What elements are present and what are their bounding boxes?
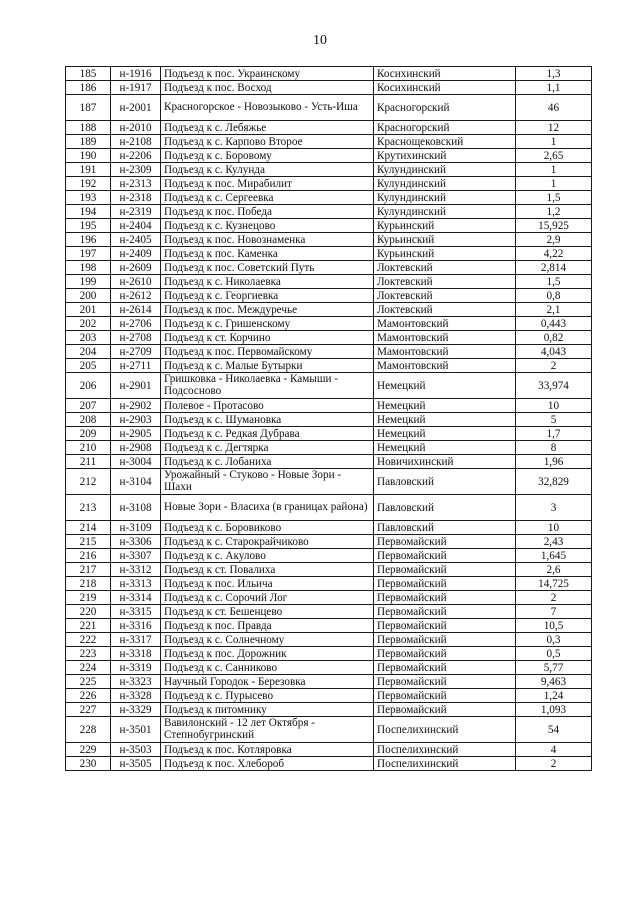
road-length: 1,093 [516, 703, 592, 717]
table-row [66, 247, 592, 261]
table-row [66, 441, 592, 455]
road-name: Подъезд к ст. Корчино [161, 331, 374, 345]
table-row [66, 163, 592, 177]
road-length: 0,3 [516, 633, 592, 647]
road-name: Подъезд к пос. Дорожник [161, 647, 374, 661]
district-name: Первомайский [374, 619, 516, 633]
table-row [66, 81, 592, 95]
road-length: 4,043 [516, 345, 592, 359]
road-code: н-3307 [111, 549, 161, 563]
table-row [66, 219, 592, 233]
table-row [66, 191, 592, 205]
district-name: Первомайский [374, 577, 516, 591]
road-code: н-2902 [111, 399, 161, 413]
road-length: 2 [516, 757, 592, 771]
road-length: 2,43 [516, 535, 592, 549]
row-number: 205 [66, 359, 111, 373]
row-number: 215 [66, 535, 111, 549]
road-name: Подъезд к пос. Восход [161, 81, 374, 95]
row-number: 191 [66, 163, 111, 177]
road-code: н-3004 [111, 455, 161, 469]
table-row [66, 317, 592, 331]
road-name: Подъезд к с. Пурысево [161, 689, 374, 703]
road-name: Подъезд к с. Боровому [161, 149, 374, 163]
road-name: Подъезд к с. Георгиевка [161, 289, 374, 303]
row-number: 193 [66, 191, 111, 205]
road-code: н-2609 [111, 261, 161, 275]
district-name: Первомайский [374, 689, 516, 703]
road-name: Подъезд к с. Кулунда [161, 163, 374, 177]
road-length: 0,443 [516, 317, 592, 331]
row-number: 225 [66, 675, 111, 689]
row-number: 219 [66, 591, 111, 605]
row-number: 197 [66, 247, 111, 261]
road-name: Подъезд к с. Кузнецово [161, 219, 374, 233]
road-code: н-3306 [111, 535, 161, 549]
road-name: Подъезд к пос. Советский Путь [161, 261, 374, 275]
district-name: Поспелихинский [374, 717, 516, 743]
row-number: 200 [66, 289, 111, 303]
road-name: Подъезд к пос. Каменка [161, 247, 374, 261]
table-row [66, 95, 592, 121]
district-name: Косихинский [374, 81, 516, 95]
row-number: 222 [66, 633, 111, 647]
road-code: н-1916 [111, 67, 161, 81]
district-name: Кулундинский [374, 191, 516, 205]
district-name: Кулундинский [374, 163, 516, 177]
road-code: н-2610 [111, 275, 161, 289]
road-length: 46 [516, 95, 592, 121]
road-name: Подъезд к с. Карпово Второе [161, 135, 374, 149]
district-name: Первомайский [374, 605, 516, 619]
road-code: н-2711 [111, 359, 161, 373]
road-code: н-2206 [111, 149, 161, 163]
district-name: Краснощековский [374, 135, 516, 149]
district-name: Локтевский [374, 275, 516, 289]
road-code: н-2313 [111, 177, 161, 191]
table-row [66, 135, 592, 149]
road-name: Подъезд к ст. Повалиха [161, 563, 374, 577]
road-code: н-2903 [111, 413, 161, 427]
district-name: Косихинский [374, 67, 516, 81]
district-name: Мамонтовский [374, 331, 516, 345]
table-row [66, 521, 592, 535]
district-name: Поспелихинский [374, 743, 516, 757]
district-name: Новичихинский [374, 455, 516, 469]
table-row [66, 121, 592, 135]
road-code: н-2108 [111, 135, 161, 149]
row-number: 213 [66, 495, 111, 521]
table-row [66, 373, 592, 399]
table-row [66, 633, 592, 647]
row-number: 210 [66, 441, 111, 455]
road-length: 0,82 [516, 331, 592, 345]
road-name: Красногорское - Новозыково - Усть-Иша [161, 95, 374, 121]
road-code: н-3315 [111, 605, 161, 619]
road-name: Подъезд к с. Солнечному [161, 633, 374, 647]
district-name: Курьинский [374, 233, 516, 247]
road-length: 1,24 [516, 689, 592, 703]
table-row [66, 591, 592, 605]
road-name: Подъезд к с. Дегтярка [161, 441, 374, 455]
district-name: Курьинский [374, 247, 516, 261]
road-name: Подъезд к ст. Бешенцево [161, 605, 374, 619]
table-row [66, 67, 592, 81]
road-length: 3 [516, 495, 592, 521]
table-row [66, 703, 592, 717]
road-length: 15,925 [516, 219, 592, 233]
row-number: 202 [66, 317, 111, 331]
roads-table-body [66, 67, 592, 771]
row-number: 223 [66, 647, 111, 661]
row-number: 220 [66, 605, 111, 619]
table-row [66, 399, 592, 413]
table-row [66, 413, 592, 427]
table-row [66, 535, 592, 549]
district-name: Мамонтовский [374, 317, 516, 331]
road-code: н-3323 [111, 675, 161, 689]
road-code: н-3314 [111, 591, 161, 605]
district-name: Павловский [374, 521, 516, 535]
road-length: 1 [516, 135, 592, 149]
district-name: Мамонтовский [374, 359, 516, 373]
table-row [66, 233, 592, 247]
road-name: Новые Зори - Власиха (в границах района) [161, 495, 374, 521]
row-number: 204 [66, 345, 111, 359]
district-name: Первомайский [374, 633, 516, 647]
road-code: н-2905 [111, 427, 161, 441]
road-name: Урожайный - Стуково - Новые Зори - Шахи [161, 469, 374, 495]
district-name: Крутихинский [374, 149, 516, 163]
row-number: 218 [66, 577, 111, 591]
road-length: 1,2 [516, 205, 592, 219]
road-name: Подъезд к с. Малые Бутырки [161, 359, 374, 373]
table-row [66, 303, 592, 317]
district-name: Первомайский [374, 535, 516, 549]
road-name: Подъезд к пос. Победа [161, 205, 374, 219]
table-row [66, 469, 592, 495]
road-code: н-2001 [111, 95, 161, 121]
road-length: 5 [516, 413, 592, 427]
table-row [66, 205, 592, 219]
row-number: 189 [66, 135, 111, 149]
road-name: Подъезд к пос. Новознаменка [161, 233, 374, 247]
road-length: 1,1 [516, 81, 592, 95]
road-length: 4 [516, 743, 592, 757]
road-length: 2,9 [516, 233, 592, 247]
road-length: 32,829 [516, 469, 592, 495]
row-number: 187 [66, 95, 111, 121]
road-name: Подъезд к пос. Правда [161, 619, 374, 633]
district-name: Поспелихинский [374, 757, 516, 771]
row-number: 230 [66, 757, 111, 771]
row-number: 217 [66, 563, 111, 577]
district-name: Первомайский [374, 647, 516, 661]
road-name: Подъезд к с. Сергеевка [161, 191, 374, 205]
row-number: 209 [66, 427, 111, 441]
table-row [66, 359, 592, 373]
road-length: 8 [516, 441, 592, 455]
district-name: Немецкий [374, 413, 516, 427]
table-row [66, 619, 592, 633]
district-name: Красногорский [374, 121, 516, 135]
road-name: Подъезд к пос. Ильича [161, 577, 374, 591]
row-number: 201 [66, 303, 111, 317]
road-name: Подъезд к с. Шумановка [161, 413, 374, 427]
road-length: 2,814 [516, 261, 592, 275]
road-length: 9,463 [516, 675, 592, 689]
road-length: 1,645 [516, 549, 592, 563]
road-name: Подъезд к с. Лебяжье [161, 121, 374, 135]
district-name: Немецкий [374, 427, 516, 441]
road-length: 4,22 [516, 247, 592, 261]
road-name: Подъезд к пос. Хлебороб [161, 757, 374, 771]
row-number: 196 [66, 233, 111, 247]
table-row [66, 549, 592, 563]
row-number: 198 [66, 261, 111, 275]
road-code: н-3312 [111, 563, 161, 577]
road-length: 2 [516, 591, 592, 605]
district-name: Павловский [374, 469, 516, 495]
row-number: 208 [66, 413, 111, 427]
table-row [66, 675, 592, 689]
road-name: Гришковка - Николаевка - Камыши - Подсосново [161, 373, 374, 399]
table-row [66, 605, 592, 619]
road-name: Подъезд к пос. Первомайскому [161, 345, 374, 359]
road-length: 54 [516, 717, 592, 743]
road-code: н-2319 [111, 205, 161, 219]
road-code: н-2908 [111, 441, 161, 455]
table-row [66, 577, 592, 591]
district-name: Первомайский [374, 591, 516, 605]
road-name: Подъезд к с. Гришенскому [161, 317, 374, 331]
road-length: 7 [516, 605, 592, 619]
row-number: 224 [66, 661, 111, 675]
table-row [66, 757, 592, 771]
row-number: 203 [66, 331, 111, 345]
district-name: Красногорский [374, 95, 516, 121]
road-length: 10,5 [516, 619, 592, 633]
road-length: 2,1 [516, 303, 592, 317]
district-name: Первомайский [374, 563, 516, 577]
row-number: 211 [66, 455, 111, 469]
road-code: н-3104 [111, 469, 161, 495]
row-number: 214 [66, 521, 111, 535]
table-row [66, 289, 592, 303]
road-code: н-2309 [111, 163, 161, 177]
road-code: н-2901 [111, 373, 161, 399]
district-name: Мамонтовский [374, 345, 516, 359]
road-name: Подъезд к пос. Мирабилит [161, 177, 374, 191]
row-number: 199 [66, 275, 111, 289]
road-code: н-2409 [111, 247, 161, 261]
table-row [66, 149, 592, 163]
row-number: 212 [66, 469, 111, 495]
road-length: 2 [516, 359, 592, 373]
road-code: н-2612 [111, 289, 161, 303]
road-code: н-3501 [111, 717, 161, 743]
row-number: 190 [66, 149, 111, 163]
district-name: Первомайский [374, 661, 516, 675]
road-name: Подъезд к с. Сорочий Лог [161, 591, 374, 605]
road-code: н-3317 [111, 633, 161, 647]
road-name: Подъезд к с. Боровиково [161, 521, 374, 535]
road-name: Подъезд к с. Николаевка [161, 275, 374, 289]
row-number: 192 [66, 177, 111, 191]
road-code: н-2614 [111, 303, 161, 317]
road-length: 12 [516, 121, 592, 135]
table-row [66, 647, 592, 661]
district-name: Локтевский [374, 303, 516, 317]
table-row [66, 345, 592, 359]
road-name: Научный Городок - Березовка [161, 675, 374, 689]
table-row [66, 455, 592, 469]
road-code: н-3503 [111, 743, 161, 757]
row-number: 194 [66, 205, 111, 219]
road-length: 14,725 [516, 577, 592, 591]
table-row [66, 717, 592, 743]
row-number: 226 [66, 689, 111, 703]
road-name: Подъезд к пос. Междуречье [161, 303, 374, 317]
page-number: 10 [313, 33, 327, 48]
road-length: 1,7 [516, 427, 592, 441]
district-name: Первомайский [374, 703, 516, 717]
row-number: 195 [66, 219, 111, 233]
row-number: 207 [66, 399, 111, 413]
row-number: 221 [66, 619, 111, 633]
road-name: Подъезд к пос. Котляровка [161, 743, 374, 757]
road-name: Подъезд к с. Санниково [161, 661, 374, 675]
table-row [66, 689, 592, 703]
district-name: Курьинский [374, 219, 516, 233]
road-length: 0,5 [516, 647, 592, 661]
road-name: Подъезд к с. Старокрайчиково [161, 535, 374, 549]
road-name: Подъезд к пос. Украинскому [161, 67, 374, 81]
row-number: 188 [66, 121, 111, 135]
table-row [66, 331, 592, 345]
district-name: Павловский [374, 495, 516, 521]
road-code: н-3329 [111, 703, 161, 717]
district-name: Первомайский [374, 675, 516, 689]
road-length: 5,77 [516, 661, 592, 675]
roads-table [65, 66, 592, 771]
road-length: 1,3 [516, 67, 592, 81]
row-number: 228 [66, 717, 111, 743]
road-code: н-2010 [111, 121, 161, 135]
road-length: 10 [516, 521, 592, 535]
road-code: н-2706 [111, 317, 161, 331]
road-length: 10 [516, 399, 592, 413]
road-code: н-2708 [111, 331, 161, 345]
road-length: 1,96 [516, 455, 592, 469]
road-length: 1 [516, 163, 592, 177]
road-code: н-3108 [111, 495, 161, 521]
row-number: 216 [66, 549, 111, 563]
road-length: 2,6 [516, 563, 592, 577]
road-length: 1,5 [516, 191, 592, 205]
road-length: 1,5 [516, 275, 592, 289]
road-code: н-2709 [111, 345, 161, 359]
road-code: н-3109 [111, 521, 161, 535]
row-number: 206 [66, 373, 111, 399]
district-name: Кулундинский [374, 177, 516, 191]
road-code: н-3318 [111, 647, 161, 661]
district-name: Локтевский [374, 289, 516, 303]
table-row [66, 261, 592, 275]
road-name: Подъезд к с. Акулово [161, 549, 374, 563]
row-number: 185 [66, 67, 111, 81]
road-name: Подъезд к с. Лобаниха [161, 455, 374, 469]
road-length: 2,65 [516, 149, 592, 163]
road-code: н-2405 [111, 233, 161, 247]
road-length: 0,8 [516, 289, 592, 303]
district-name: Немецкий [374, 373, 516, 399]
row-number: 186 [66, 81, 111, 95]
district-name: Немецкий [374, 399, 516, 413]
road-code: н-3505 [111, 757, 161, 771]
table-row [66, 427, 592, 441]
row-number: 229 [66, 743, 111, 757]
district-name: Немецкий [374, 441, 516, 455]
table-row [66, 661, 592, 675]
district-name: Кулундинский [374, 205, 516, 219]
table-row [66, 743, 592, 757]
road-name: Подъезд к питомнику [161, 703, 374, 717]
table-row [66, 495, 592, 521]
road-length: 1 [516, 177, 592, 191]
road-code: н-3319 [111, 661, 161, 675]
road-name: Полевое - Протасово [161, 399, 374, 413]
district-name: Локтевский [374, 261, 516, 275]
road-code: н-1917 [111, 81, 161, 95]
road-code: н-3328 [111, 689, 161, 703]
district-name: Первомайский [374, 549, 516, 563]
road-length: 33,974 [516, 373, 592, 399]
table-row [66, 177, 592, 191]
row-number: 227 [66, 703, 111, 717]
road-name: Вавилонский - 12 лет Октября - Степнобугринский [161, 717, 374, 743]
road-name: Подъезд к с. Редкая Дубрава [161, 427, 374, 441]
road-code: н-3316 [111, 619, 161, 633]
road-code: н-3313 [111, 577, 161, 591]
table-row [66, 563, 592, 577]
table-row [66, 275, 592, 289]
road-code: н-2318 [111, 191, 161, 205]
road-code: н-2404 [111, 219, 161, 233]
